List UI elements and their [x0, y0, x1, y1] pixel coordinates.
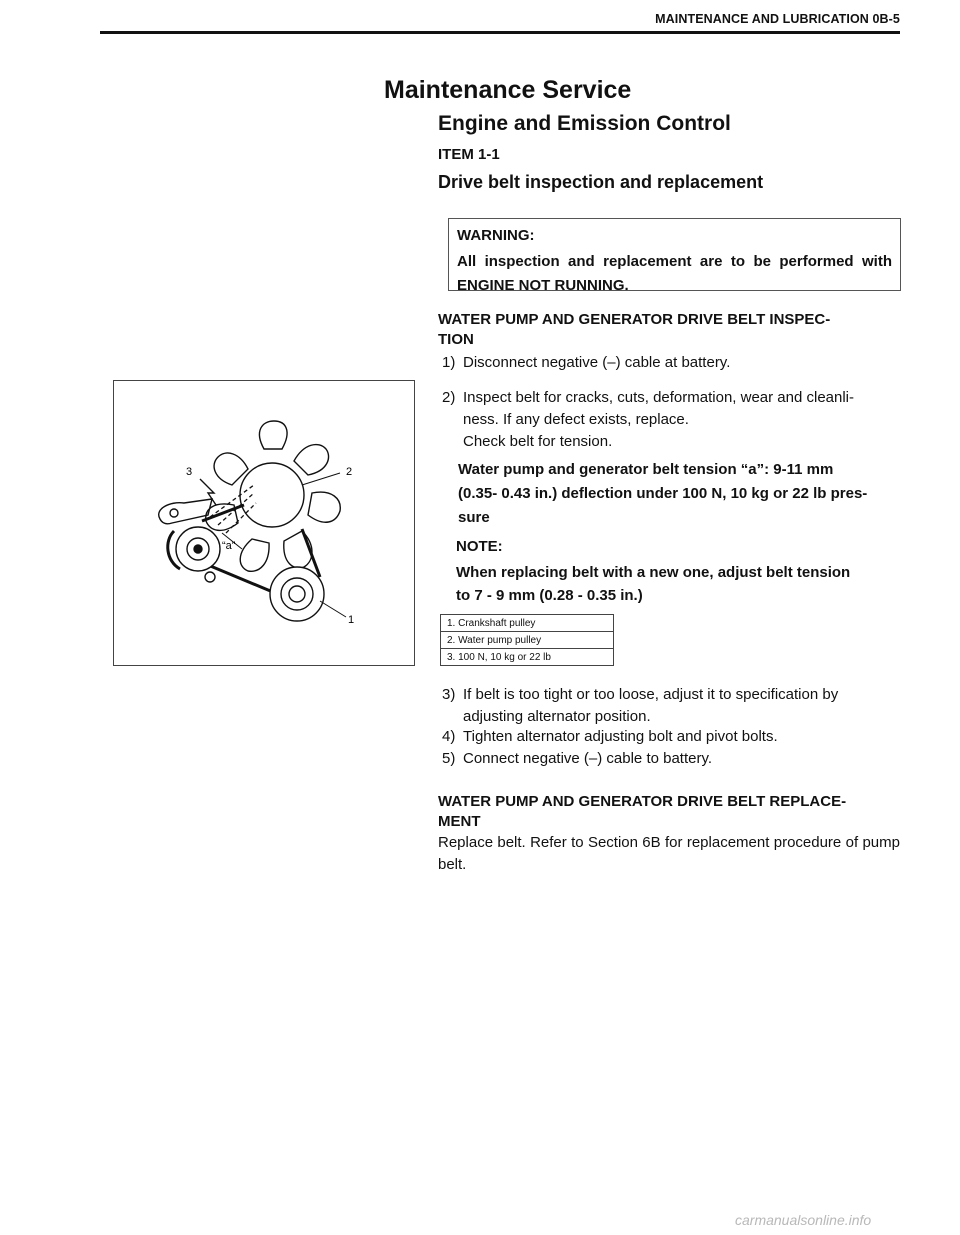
warning-title: WARNING: [457, 227, 535, 244]
step-1 [442, 352, 900, 374]
item-number: ITEM 1-1 [438, 146, 500, 163]
step-text: Tighten alternator adjusting bolt and pivot bolts. [463, 728, 778, 745]
step-2 [442, 387, 900, 453]
step-number: 2) [442, 389, 456, 406]
callout-2: 2 [346, 466, 353, 478]
warning-box [448, 218, 901, 294]
replacement-paragraph: Replace belt. Refer to Section 6B for replacement procedure of pump belt. [438, 834, 900, 873]
replacement-heading-line1: WATER PUMP AND GENERATOR DRIVE BELT REPLACE- [438, 793, 847, 810]
callout-a: “a” [222, 540, 236, 552]
page-title: Maintenance Service [384, 76, 632, 104]
figure-legend [440, 614, 614, 666]
note-block [448, 530, 917, 618]
legend-item: 1. Crankshaft pulley [441, 615, 614, 632]
step-number: 1) [442, 354, 456, 371]
warning-body: All inspection and replacement are to be performed with ENGINE NOT RUNNING. [457, 253, 892, 294]
legend-row [441, 615, 614, 632]
replacement-heading [438, 792, 900, 832]
step-3 [442, 684, 900, 728]
inspection-heading-line2: TION [438, 331, 474, 348]
watermark: carmanualsonline.info [735, 1212, 872, 1228]
arrow-icon [200, 479, 216, 505]
step-4 [442, 726, 900, 748]
running-header: MAINTENANCE AND LUBRICATION 0B-5 [655, 12, 900, 26]
step-5 [442, 748, 900, 770]
note-line: When replacing belt with a new one, adjust belt tension [456, 564, 851, 581]
step-text: If belt is too tight or too loose, adjust it to specification by [463, 686, 839, 703]
legend-item: 3. 100 N, 10 kg or 22 lb [441, 649, 614, 666]
belt-diagram-figure [113, 380, 415, 666]
inspection-heading [438, 310, 900, 350]
inspection-heading-line1: WATER PUMP AND GENERATOR DRIVE BELT INSPEC- [438, 311, 831, 328]
step-text-cont: ness. If any defect exists, replace. [463, 411, 689, 428]
step-text: Connect negative (–) cable to battery. [463, 750, 713, 767]
callout-1: 1 [348, 614, 355, 626]
step-text-cont: Check belt for tension. [463, 433, 613, 450]
drive-belt-illustration [114, 381, 414, 665]
step-number: 5) [442, 750, 456, 767]
leader-line [320, 601, 346, 617]
note-line: to 7 - 9 mm (0.28 - 0.35 in.) [456, 587, 643, 604]
legend-row [441, 632, 614, 649]
section-heading: Engine and Emission Control [438, 112, 731, 135]
spec-line: Water pump and generator belt tension “a”: 9-11 mm [458, 461, 834, 478]
note-title: NOTE: [456, 538, 503, 555]
header-rule [100, 31, 900, 34]
callout-3: 3 [186, 466, 193, 478]
step-number: 4) [442, 728, 456, 745]
step-text-cont: adjusting alternator position. [463, 708, 651, 725]
step-number: 3) [442, 686, 456, 703]
step-text: Disconnect negative (–) cable at battery. [463, 354, 731, 371]
subsection-heading: Drive belt inspection and replacement [438, 172, 764, 192]
belt-tension-spec [458, 458, 898, 530]
spec-line: (0.35- 0.43 in.) deflection under 100 N, 10 kg or 22 lb pres- [458, 485, 868, 502]
step-text: Inspect belt for cracks, cuts, deformation, wear and cleanli- [463, 389, 855, 406]
legend-item: 2. Water pump pulley [441, 632, 614, 649]
legend-row [441, 649, 614, 666]
replacement-heading-line2: MENT [438, 813, 481, 830]
spec-line: sure [458, 509, 490, 526]
